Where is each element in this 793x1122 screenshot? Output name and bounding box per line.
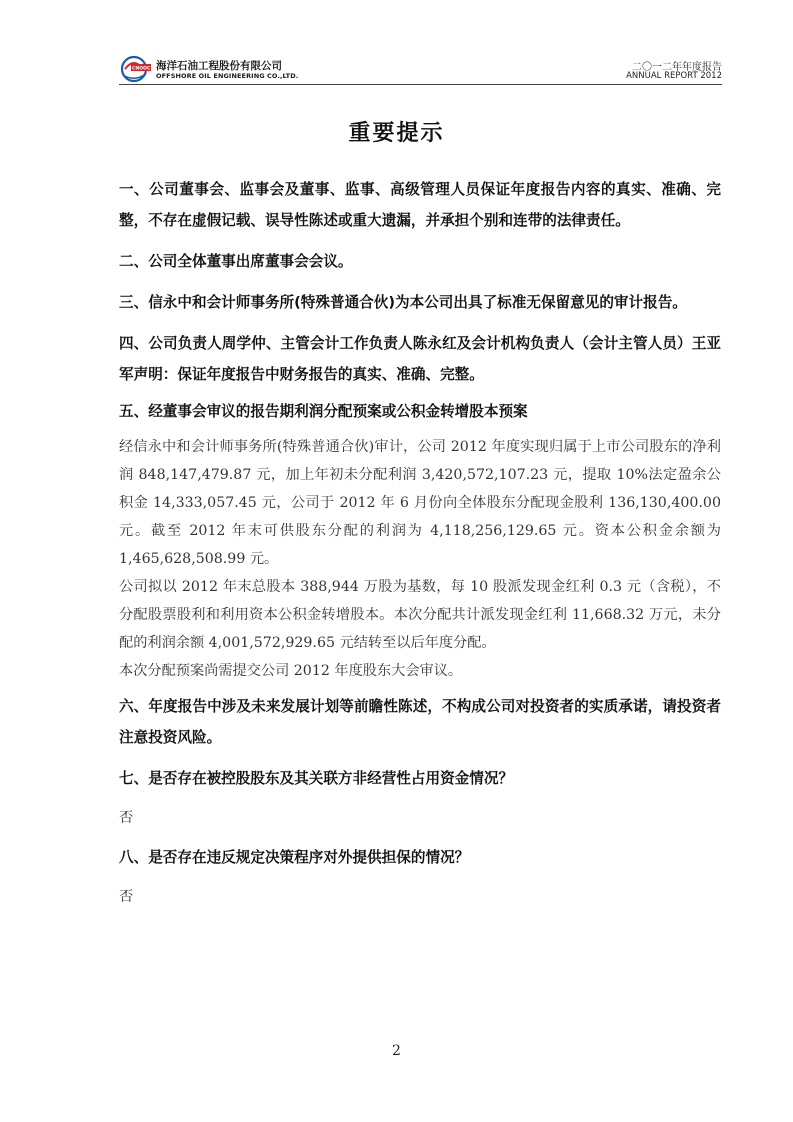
notice-item-eight-answer: 否 <box>119 889 134 905</box>
header-divider <box>119 84 722 85</box>
notice-item-six: 六、年度报告中涉及未来发展计划等前瞻性陈述，不构成公司对投资者的实质承诺，请投资者注意投资风险。 <box>119 698 721 746</box>
report-title-en: ANNUAL REPORT 2012 <box>626 71 722 81</box>
notice-item-four: 四、公司负责人周学仲、主管会计工作负责人陈永红及会计机构负责人（会计主管人员）王亚军声明：保证年度报告中财务报告的真实、准确、完整。 <box>119 335 721 383</box>
notice-item-seven: 七、是否存在被控股股东及其关联方非经营性占用资金情况？ <box>119 770 514 787</box>
page-number: 2 <box>392 1043 401 1059</box>
profit-distribution-paragraph-2: 公司拟以 2012 年末总股本 388,944 万股为基数，每 10 股派发现金红利 0.3 元（含税），不分配股票股利和利用资本公积金转增股本。本次分配共计派发现金红利 11,668.32 万元，未分配的利润余额 4,001,572,929.65 元结转至以后年度分配。 <box>119 579 721 651</box>
notice-item-eight: 八、是否存在违反规定决策程序对外提供担保的情况？ <box>119 849 470 866</box>
cnooc-logo-icon <box>119 52 153 84</box>
profit-distribution-paragraph-3: 本次分配预案尚需提交公司 2012 年度股东大会审议。 <box>119 663 463 679</box>
svg-text:CNOOC: CNOOC <box>132 66 151 72</box>
notice-item-one: 一、公司董事会、监事会及董事、监事、高级管理人员保证年度报告内容的真实、准确、完整，不存在虚假记载、误导性陈述或重大遗漏，并承担个别和连带的法律责任。 <box>119 181 721 229</box>
notice-content <box>119 174 721 911</box>
page-title: 重要提示 <box>348 121 445 146</box>
notice-item-seven-answer: 否 <box>119 810 134 826</box>
company-name-cn: 海洋石油工程股份有限公司 <box>156 60 282 72</box>
profit-distribution-paragraph-1: 经信永中和会计师事务所(特殊普通合伙)审计，公司 2012 年度实现归属于上市公司股东的净利润 848,147,479.87 元，加上年初未分配利润 3,420,572,107.23 元，提取 10%法定盈余公积金 14,333,057.45 元，公司于 2012 年 6 月份向全体股东分配现金股利 136,130,400.00 元。截至 2012 年末可供股东分配的利润为 4,118,256,129.65 元。资本公积金余额为 1,465,628,508.99 元。 <box>119 439 721 567</box>
notice-item-three: 三、信永中和会计师事务所(特殊普通合伙)为本公司出具了标准无保留意见的审计报告。 <box>119 294 687 311</box>
company-name-en: OFFSHORE OIL ENGINEERING CO.,LTD. <box>156 72 299 80</box>
report-title-cn: 二〇一二年年度报告 <box>632 62 722 73</box>
page-header <box>119 52 722 86</box>
notice-item-two: 二、公司全体董事出席董事会会议。 <box>119 253 353 270</box>
notice-item-five: 五、经董事会审议的报告期利润分配预案或公积金转增股本预案 <box>119 403 528 420</box>
